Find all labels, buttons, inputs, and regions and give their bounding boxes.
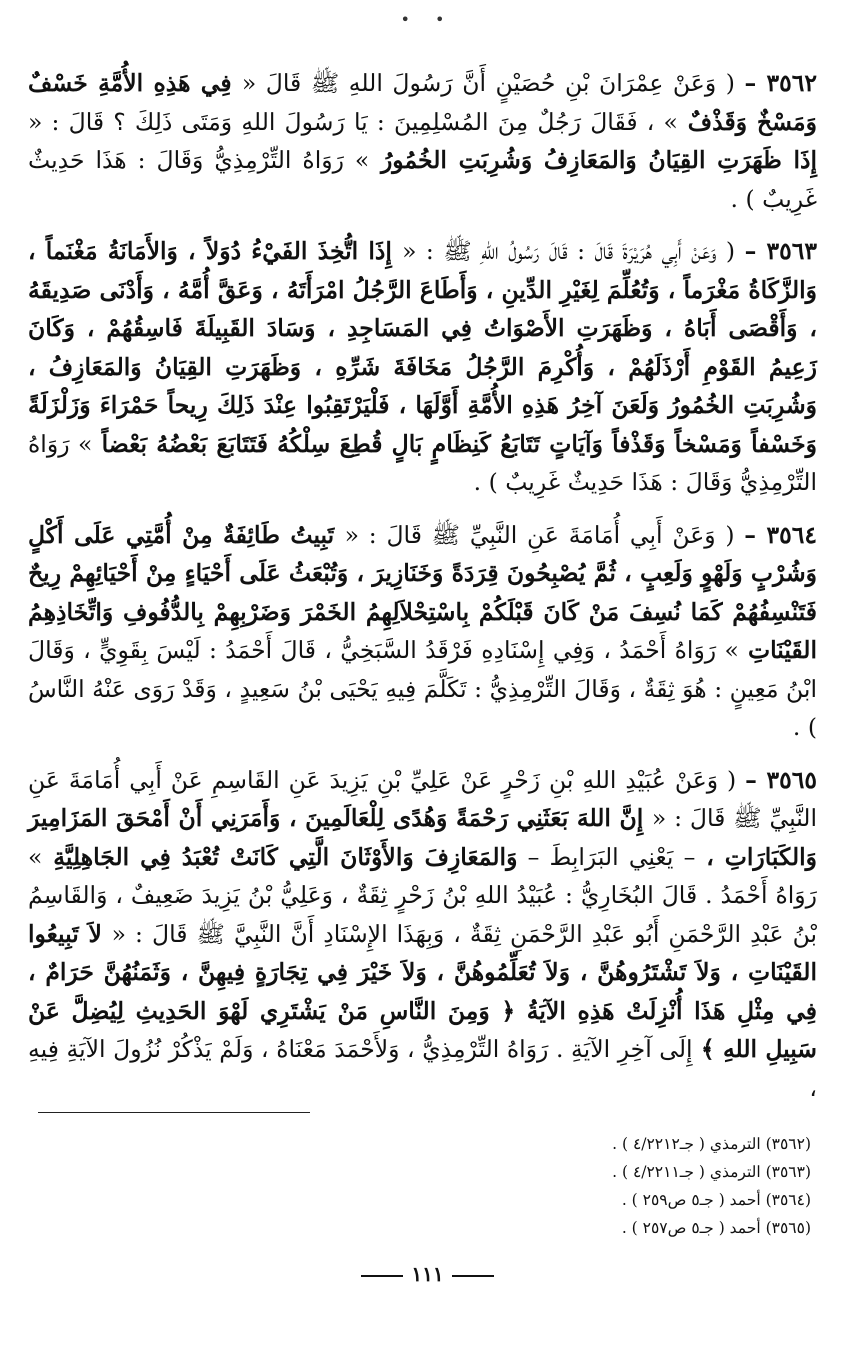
- hadith-commentary: ( وَعَنْ عُبَيْدِ اللهِ بْنِ زَحْرٍ عَنْ عَلِيِّ بْنِ يَزِيدَ عَنِ القَاسِمِ عَنْ أَبِي أُمَامَةَ عَنِ النَّبِيِّ ﷺ قَالَ : «: [28, 765, 817, 832]
- hadith-commentary: – يَعْنِي البَرَابِطَ –: [517, 842, 696, 871]
- hadith-commentary: » رَوَاهُ التِّرْمِذِيُّ وَقَالَ : هَذَا حَدِيثٌ غَرِيبٌ ) .: [28, 146, 817, 213]
- page-number-text: ١١١: [411, 1262, 444, 1286]
- hadith-number: ٣٥٦٥ –: [745, 765, 817, 794]
- footnote-item: (٣٥٦٢) الترمذي ( جـ٤/٢٢١٢ ) .: [612, 1135, 811, 1153]
- footnote-item: (٣٥٦٤) أحمد ( جـ٥ ص٢٥٩ ) .: [621, 1191, 811, 1209]
- hadith-entry: [28, 516, 817, 747]
- page-number: [0, 1262, 855, 1286]
- hadith-text: فِي هَذِهِ الأُمَّةِ خَسْفٌ وَمَسْخٌ وَقَذْفٌ: [28, 69, 817, 136]
- hadith-number: ٣٥٦٤ –: [744, 520, 817, 549]
- hadith-commentary: ( وَعَنْ أَبِي أُمَامَةَ عَنِ النَّبِيِّ ﷺ قَالَ : «: [344, 520, 735, 549]
- hadith-text: تَبِيتُ طَائِفَةٌ مِنْ أُمَّتِي عَلَى أَكْلٍ وَشُرْبٍ وَلَهْوٍ وَلَعِبٍ ، ثُمَّ يُصْبِحُونَ قِرَدَةً وَخَنَازِيرَ ، وَتُبْعَثُ عَلَى أَحْيَاءٍ مِنْ أَحْيَائِهِمْ رِيحٌ فَتَنْسِفُهُمْ كَمَا نُسِفَ مَنْ كَانَ قَبْلَكُمْ بِاسْتِحْلاَلِهِمُ الخَمْرَ وَضَرْبِهِمْ بِالدُّفُوفِ وَاتِّخَاذِهِمُ القَيْنَاتِ: [28, 520, 817, 664]
- hadith-list: [28, 64, 817, 1107]
- hadith-text: وَالمَعَازِفَ وَالأَوْثَانَ الَّتِي كَانَتْ تُعْبَدُ فِي الجَاهِلِيَّةِ: [42, 842, 518, 871]
- hadith-entry: [28, 761, 817, 1108]
- hadith-entry: [28, 232, 817, 502]
- page-number-dash: [452, 1275, 494, 1277]
- footnotes-list: [481, 1130, 811, 1242]
- hadith-commentary: » رَوَاهُ التِّرْمِذِيُّ وَقَالَ : هَذَا حَدِيثٌ غَرِيبٌ ) .: [28, 429, 817, 496]
- footnote-item: (٣٥٦٥) أحمد ( جـ٥ ص٢٥٧ ) .: [621, 1219, 811, 1237]
- hadith-text: لاَ تَبِيعُوا القَيْنَاتِ ، وَلاَ تَشْتَرُوهُنَّ ، وَلاَ تُعَلِّمُوهُنَّ ، وَلاَ خَيْرَ فِي تِجَارَةٍ فِيهِنَّ ، وَثَمَنُهُنَّ حَرَامٌ ، فِي مِثْلِ هَذَا أُنْزِلَتْ هَذِهِ الآيَةُ ﴿ وَمِنَ النَّاسِ مَنْ يَشْتَرِي لَهْوَ الحَدِيثِ لِيُضِلَّ عَنْ سَبِيلِ اللهِ ﴾: [28, 919, 817, 1063]
- hadith-commentary: » ، فَقَالَ رَجُلٌ مِنَ المُسْلِمِينَ : يَا رَسُولَ اللهِ وَمَتَى ذَلِكَ ؟ قَالَ : «: [28, 107, 678, 136]
- hadith-number: ٣٥٦٣ –: [744, 237, 817, 265]
- hadith-commentary: ( وَعَنْ عِمْرَانَ بْنِ حُصَيْنٍ أَنَّ رَسُولَ اللهِ ﷺ قَالَ «: [241, 69, 735, 97]
- page-number-dash: [361, 1275, 403, 1277]
- hadith-commentary: إِلَى آخِرِ الآيَةِ . رَوَاهُ التِّرْمِذِيُّ ، وَلأَحْمَدَ مَعْنَاهُ ، وَلَمْ يَذْكُرْ نُزُولَ الآيَةِ فِيهِ ،: [28, 1035, 817, 1102]
- hadith-commentary: » رَوَاهُ أَحْمَدُ . قَالَ البُخَارِيُّ : عُبَيْدُ اللهِ بْنُ زَحْرٍ ثِقَةٌ ، وَعَلِيُّ بْنُ يَزِيدَ ضَعِيفٌ ، وَالقَاسِمُ بْنُ عَبْدِ الرَّحْمَنِ أَبُو عَبْدِ الرَّحْمَنِ ثِقَةٌ ، وَبِهَذَا الإِسْنَادِ أَنَّ النَّبِيَّ ﷺ قَالَ : «: [28, 842, 817, 948]
- header-marks: • •: [400, 10, 455, 29]
- hadith-commentary: » رَوَاهُ أَحْمَدُ ، وَفِي إِسْنَادِهِ فَرْقَدُ السَّبَخِيُّ ، قَالَ أَحْمَدُ : لَيْسَ بِقَوِيٍّ ، وَقَالَ ابْنُ مَعِينٍ : هُوَ ثِقَةٌ ، وَقَالَ التِّرْمِذِيُّ : تَكَلَّمَ فِيهِ يَحْيَى بْنُ سَعِيدٍ ، وَقَدْ رَوَى عَنْهُ النَّاسُ ) .: [28, 636, 817, 741]
- hadith-text: إِنَّ اللهَ بَعَثَنِي رَحْمَةً وَهُدًى لِلْعَالَمِينَ ، وَأَمَرَنِي أَنْ أَمْحَقَ المَزَامِيرَ وَالكَبَارَاتِ ،: [28, 804, 817, 871]
- hadith-text: إِذَا ظَهَرَتِ القِيَانُ وَالمَعَازِفُ وَشُرِبَتِ الخُمُورُ: [369, 146, 817, 174]
- footnote-divider: [38, 1112, 310, 1113]
- footnote-item: (٣٥٦٣) الترمذي ( جـ٤/٢٢١١ ) .: [612, 1163, 811, 1181]
- hadith-number: ٣٥٦٢ –: [744, 69, 817, 97]
- hadith-entry: [28, 64, 817, 218]
- hadith-commentary: ( وَعَنْ أَبِي هُرَيْرَةَ قَالَ : قَالَ رَسُولُ اللهِ ﷺ : «: [402, 237, 736, 265]
- hadith-text: إِذَا اتُّخِذَ الفَيْءُ دُوَلاً ، وَالأَمَانَةُ مَغْنَماً ، وَالزَّكَاةُ مَغْرَماً ، وَتُعُلِّمَ لِغَيْرِ الدِّينِ ، وَأَطَاعَ الرَّجُلُ امْرَأَتَهُ ، وَعَقَّ أُمَّهُ ، وَأَدْنَى صَدِيقَهُ ، وَأَقْصَى أَبَاهُ ، وَظَهَرَتِ الأَصْوَاتُ فِي المَسَاجِدِ ، وَسَادَ القَبِيلَةَ فَاسِقُهُمْ ، وَكَانَ زَعِيمُ القَوْمِ أَرْذَلَهُمْ ، وَأُكْرِمَ الرَّجُلُ مَخَافَةَ شَرِّهِ ، وَظَهَرَتِ القِيَانُ وَالمَعَازِفُ ، وَشُرِبَتِ الخُمُورُ وَلَعَنَ آخِرُ هَذِهِ الأُمَّةِ أَوَّلَهَا ، فَلْيَرْتَقِبُوا عِنْدَ ذَلِكَ رِيحاً حَمْرَاءَ وَزَلْزَلَةً وَخَسْفاً وَمَسْخاً وَقَذْفاً وَآيَاتٍ تَتَابَعُ كَنِظَامٍ بَالٍ قُطِعَ سِلْكُهُ فَتَتَابَعَ بَعْضُهُ بَعْضاً: [28, 237, 817, 458]
